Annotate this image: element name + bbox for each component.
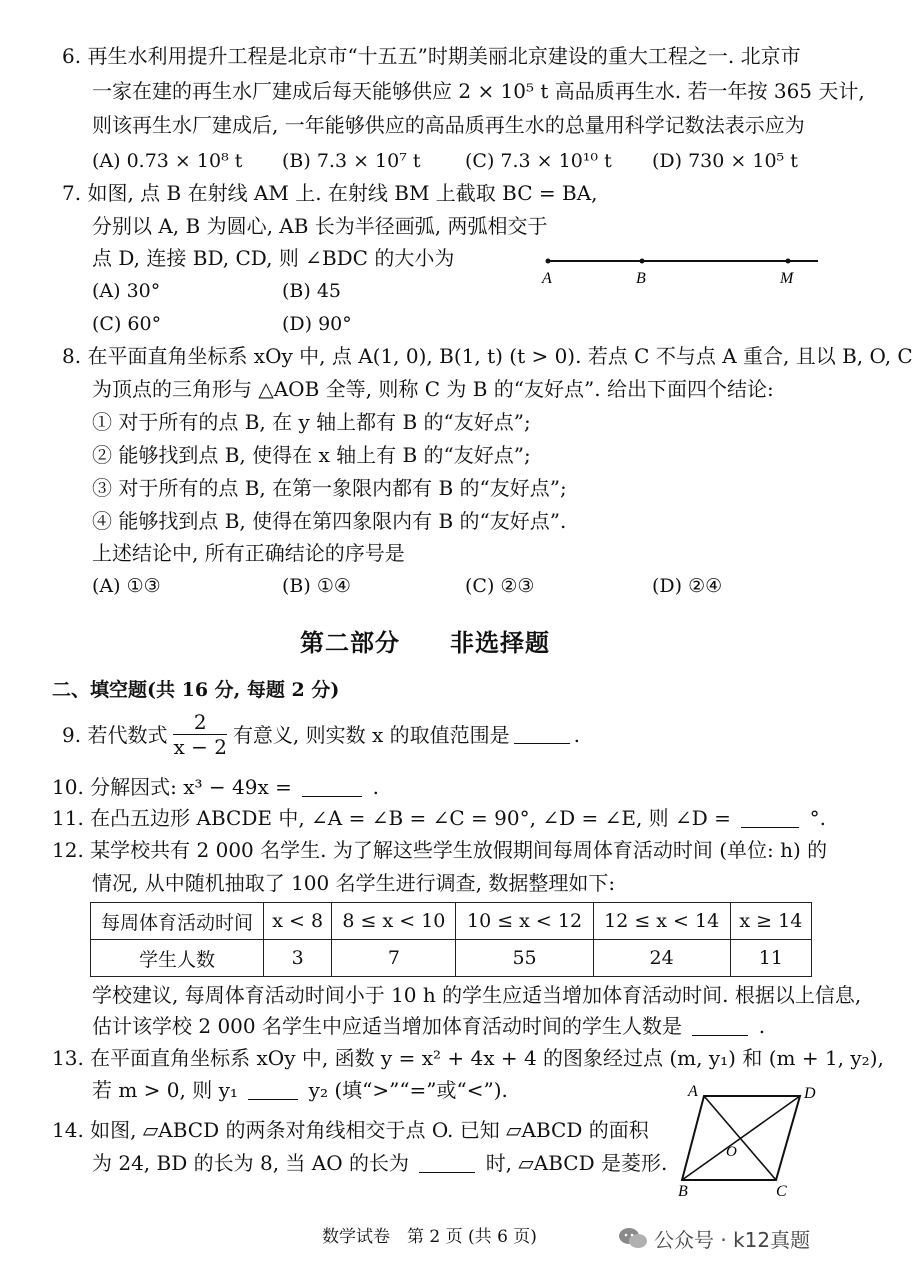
q11-prefix: 11. 在凸五边形 ABCDE 中, ∠A = ∠B = ∠C = 90°, ∠D = ∠E, 则 ∠D = — [52, 806, 731, 830]
q7-line1: 7. 如图, 点 B 在射线 AM 上. 在射线 BM 上截取 BC = BA, — [62, 181, 598, 205]
q13-line2-prefix: 若 m > 0, 则 y₁ — [92, 1078, 238, 1102]
q7-line2: 分别以 A, B 为圆心, AB 长为半径画弧, 两弧相交于 — [92, 214, 548, 238]
q11-end: °. — [809, 806, 827, 830]
q6-line1: 6. 再生水利用提升工程是北京市“十五五”时期美丽北京建设的重大工程之一. 北京市 — [62, 44, 801, 68]
q9-fraction — [173, 712, 226, 757]
q8-line2: 为顶点的三角形与 △AOB 全等, 则称 C 为 B 的“友好点”. 给出下面四个结论: — [92, 377, 774, 401]
label-b: B — [636, 270, 646, 287]
table-row-label: 学生人数 — [91, 940, 264, 977]
table-cell: 55 — [456, 940, 593, 977]
q7-option-a: (A) 30° — [92, 280, 161, 302]
q8-item-1: ① 对于所有的点 B, 在 y 轴上都有 B 的“友好点”; — [92, 410, 531, 434]
watermark — [618, 1224, 810, 1253]
q12-line4 — [92, 1016, 765, 1036]
table-column-header: x < 8 — [264, 903, 332, 940]
wechat-icon — [618, 1226, 648, 1252]
q14-parallelogram-figure — [680, 1082, 830, 1200]
q9-numerator: 2 — [173, 712, 226, 735]
label-a: A — [688, 1083, 698, 1100]
table-cell: 7 — [332, 940, 456, 977]
q8-option-a: (A) ①③ — [92, 575, 161, 597]
q7-line3: 点 D, 连接 BD, CD, 则 ∠BDC 的大小为 — [92, 246, 455, 270]
q11 — [52, 808, 826, 828]
table-row — [91, 940, 812, 977]
label-m: M — [780, 270, 794, 287]
q9-denominator: x − 2 — [173, 735, 227, 759]
table-column-header: 8 ≤ x < 10 — [332, 903, 456, 940]
point-a — [546, 259, 551, 264]
q9-prefix: 9. 若代数式 — [62, 722, 168, 747]
q12-line4-end: . — [758, 1014, 766, 1038]
q10-answer-blank[interactable] — [302, 778, 362, 797]
q12-data-table — [90, 902, 812, 977]
q12-line3: 学校建议, 每周体育活动时间小于 10 h 的学生应适当增加体育活动时间. 根据以上信息, — [92, 983, 862, 1007]
q7-option-c: (C) 60° — [92, 313, 162, 335]
table-cell: 3 — [264, 940, 332, 977]
label-d: D — [804, 1085, 816, 1102]
table-cell: 11 — [730, 940, 811, 977]
q8-question: 上述结论中, 所有正确结论的序号是 — [92, 541, 405, 565]
q10-end: . — [372, 775, 379, 799]
watermark-text: 公众号 · k12真题 — [654, 1228, 811, 1252]
q8-option-b: (B) ①④ — [282, 575, 351, 597]
q9 — [62, 712, 580, 757]
q13-line2 — [92, 1080, 508, 1100]
q9-end: . — [573, 722, 581, 747]
point-b — [640, 259, 645, 264]
q10 — [52, 777, 379, 797]
q14-line1: 14. 如图, ▱ABCD 的两条对角线相交于点 O. 已知 ▱ABCD 的面积 — [52, 1118, 649, 1142]
q7-option-d: (D) 90° — [282, 313, 352, 335]
q8-item-4: ④ 能够找到点 B, 使得在第四象限内有 B 的“友好点”. — [92, 509, 567, 533]
q14-line2-prefix: 为 24, BD 的长为 8, 当 AO 的长为 — [92, 1151, 409, 1175]
q8-option-d: (D) ②④ — [652, 575, 723, 597]
table-column-header: x ≥ 14 — [730, 903, 811, 940]
q6-option-a: (A) 0.73 × 10⁸ t — [92, 150, 243, 172]
q6-option-b: (B) 7.3 × 10⁷ t — [282, 150, 421, 172]
q11-answer-blank[interactable] — [741, 809, 799, 828]
q6-option-c: (C) 7.3 × 10¹⁰ t — [465, 150, 612, 172]
part2-title: 第二部分 非选择题 — [300, 628, 550, 657]
q12-line2: 情况, 从中随机抽取了 100 名学生进行调查, 数据整理如下: — [92, 871, 616, 895]
table-cell: 24 — [593, 940, 730, 977]
q12-line1: 12. 某学校共有 2 000 名学生. 为了解这些学生放假期间每周体育活动时间 (单位: h) 的 — [52, 838, 828, 862]
q12-answer-blank[interactable] — [692, 1017, 748, 1036]
q6-line3: 则该再生水厂建成后, 一年能够供应的高品质再生水的总量用科学记数法表示应为 — [92, 113, 805, 137]
q8-item-2: ② 能够找到点 B, 使得在 x 轴上有 B 的“友好点”; — [92, 443, 531, 467]
section2-header: 二、填空题(共 16 分, 每题 2 分) — [52, 679, 340, 701]
q13-answer-blank[interactable] — [248, 1081, 298, 1100]
q7-option-b: (B) 45 — [282, 280, 342, 302]
label-c: C — [776, 1183, 787, 1200]
table-row — [91, 903, 812, 940]
label-a: A — [542, 270, 552, 287]
table-column-header: 12 ≤ x < 14 — [593, 903, 730, 940]
q8-option-c: (C) ②③ — [465, 575, 535, 597]
label-b: B — [678, 1183, 688, 1200]
q8-line1: 8. 在平面直角坐标系 xOy 中, 点 A(1, 0), B(1, t) (t > 0). 若点 C 不与点 A 重合, 且以 B, O, C — [62, 344, 913, 368]
q14-line2-suffix: 时, ▱ABCD 是菱形. — [485, 1151, 668, 1175]
table-column-header: 10 ≤ x < 12 — [456, 903, 593, 940]
q10-prefix: 10. 分解因式: x³ − 49x = — [52, 775, 292, 799]
page-footer: 数学试卷 第 2 页 (共 6 页) — [322, 1227, 537, 1247]
label-o: O — [726, 1144, 737, 1160]
q9-suffix: 有意义, 则实数 x 的取值范围是 — [232, 722, 510, 747]
q14-answer-blank[interactable] — [419, 1154, 475, 1173]
q9-answer-blank[interactable] — [514, 725, 570, 744]
table-header-label: 每周体育活动时间 — [91, 903, 264, 940]
q13-line1: 13. 在平面直角坐标系 xOy 中, 函数 y = x² + 4x + 4 的图象经过点 (m, y₁) 和 (m + 1, y₂), — [52, 1046, 884, 1070]
q6-option-d: (D) 730 × 10⁵ t — [652, 150, 798, 172]
q7-ray-figure — [530, 245, 830, 290]
q12-line4-prefix: 估计该学校 2 000 名学生中应适当增加体育活动时间的学生人数是 — [92, 1014, 682, 1038]
q8-item-3: ③ 对于所有的点 B, 在第一象限内都有 B 的“友好点”; — [92, 476, 567, 500]
q13-line2-suffix: y₂ (填“>”“=”或“<”). — [308, 1078, 508, 1102]
q6-line2: 一家在建的再生水厂建成后每天能够供应 2 × 10⁵ t 高品质再生水. 若一年按 365 天计, — [92, 79, 865, 103]
q14-line2 — [92, 1153, 667, 1173]
point-m — [786, 259, 791, 264]
